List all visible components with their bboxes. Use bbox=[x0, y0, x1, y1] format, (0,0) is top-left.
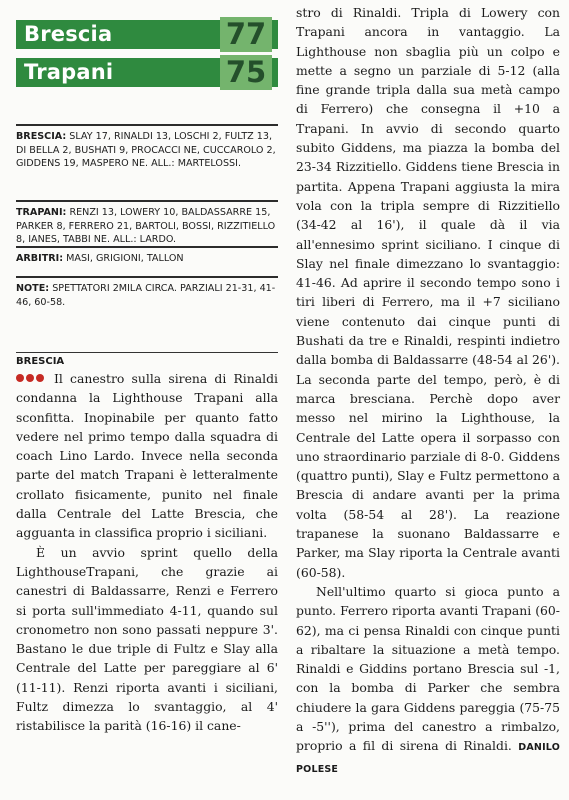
boxscore-note bbox=[16, 276, 278, 309]
boxscore-trapani bbox=[16, 200, 278, 247]
away-team-name: Trapani bbox=[24, 60, 114, 84]
boxscore-trapani-text: RENZI 13, LOWERY 10, BALDASSARRE 15, PARKER 8, FERRERO 21, BARTOLI, BOSSI, RIZZITIELLO 8, IANES, TABBI NE. ALL.: LARDO. bbox=[16, 207, 276, 245]
article-column-left bbox=[16, 369, 278, 736]
score-row-away bbox=[16, 55, 278, 89]
score-row-home bbox=[16, 17, 278, 51]
boxscore-brescia bbox=[16, 124, 278, 171]
boxscore-note-text: SPETTATORI 2MILA CIRCA. PARZIALI 21-31, 41-46, 60-58. bbox=[16, 283, 276, 308]
article-paragraph: stro di Rinaldi. Tripla di Lowery con Trapani ancora in vantaggio. La Lighthouse non sbaglia più un colpo e mette a segno un parziale di 5-12 (alla fine grande tripla dalla sua metà campo di Ferrero) che consegna il +10 a Trapani. In avvio di secondo quarto subito Giddens, ma piazza la bomba del 23-34 Rizzitiello. Giddens tiene Brescia in partita. Appena Trapani aggiusta la mira vola con la tripla sempre di Rizzitiello (34-42 al 16'), il quale dà il via all'ennesimo sprint siciliano. I cinque di Slay nel finale dimezzano lo svantaggio: 41-46. Ad aprire il secondo tempo sono i tiri liberi di Ferrero, ma il +7 siciliano viene contenuto dai cinque punti di Bushati da tre e Rinaldi, respinti indietro dalla bomba di Baldassarre (48-54 al 26'). La seconda parte del tempo, però, è di marca bresciana. Perchè dopo aver messo nel mirino la Lighthouse, la Centrale del Latte opera il sorpasso con uno straordinario parziale di 8-0. Giddens (quattro punti), Slay e Fultz permettono a Brescia di andare avanti per la prima volta (58-54 al 28'). La reazione trapanese la suonano Baldassarre e Parker, ma Slay riporta la Centrale avanti (60-58). bbox=[296, 5, 560, 580]
home-team-name: Brescia bbox=[24, 22, 113, 46]
away-team-score: 75 bbox=[220, 55, 272, 90]
boxscore-note-key: NOTE: bbox=[16, 283, 50, 294]
article-column-right bbox=[296, 3, 560, 779]
boxscore-brescia-key: BRESCIA: bbox=[16, 131, 67, 142]
section-label: BRESCIA bbox=[16, 352, 278, 369]
home-team-score: 77 bbox=[220, 17, 272, 52]
boxscore-arbitri-key: ARBITRI: bbox=[16, 253, 64, 264]
article-paragraph: Il canestro sulla sirena di Rinaldi condanna la Lighthouse Trapani alla sconfitta. Inopinabile per quanto fatto vedere nel primo tempo dalla squadra di coach Lino Lardo. Invece nella seconda parte del match Trapani è letteralmente crollato fisicamente, punito nel finale dalla Centrale del Latte Brescia, che agguanta in classifica proprio i siciliani. bbox=[16, 371, 278, 541]
boxscore-brescia-text: SLAY 17, RINALDI 13, LOSCHI 2, FULTZ 13, DI BELLA 2, BUSHATI 9, PROCACCI NE, CUCCAROLO 2, GIDDENS 19, MASPERO NE. ALL.: MARTELOSSI. bbox=[16, 131, 276, 169]
boxscore-arbitri bbox=[16, 246, 278, 266]
article-paragraph-text: Nell'ultimo quarto si gioca punto a punto. Ferrero riporta avanti Trapani (60-62), ma ci pensa Rinaldi con cinque punti a ribaltare la situazione a metà tempo. Rinaldi e Giddins portano Brescia sul -1, con la bomba di Parker che sembra chiudere la gara Giddens pareggia (75-75 a -5''), prima del canestro a rimbalzo, proprio a fil di sirena di Rinaldi. bbox=[296, 583, 560, 754]
article-paragraph-last bbox=[296, 582, 560, 779]
boxscore-arbitri-text: MASI, GRIGIONI, TALLON bbox=[66, 253, 184, 264]
boxscore-trapani-key: TRAPANI: bbox=[16, 207, 67, 218]
article-paragraph: È un avvio sprint quello della LighthouseTrapani, che grazie ai canestri di Baldassarre, Renzi e Ferrero si porta sull'immediato 4-11, quando sul cronometro non sono passati neppure 3'. Bastano le due triple di Fultz e Slay alla Centrale del Latte per pareggiare al 6' (11-11). Renzi riporta avanti i siciliani, Fultz dimezza lo svantaggio, al 4' ristabilisce la parità (16-16) il cane- bbox=[16, 544, 278, 734]
byline: DANILO POLESE bbox=[296, 742, 560, 775]
